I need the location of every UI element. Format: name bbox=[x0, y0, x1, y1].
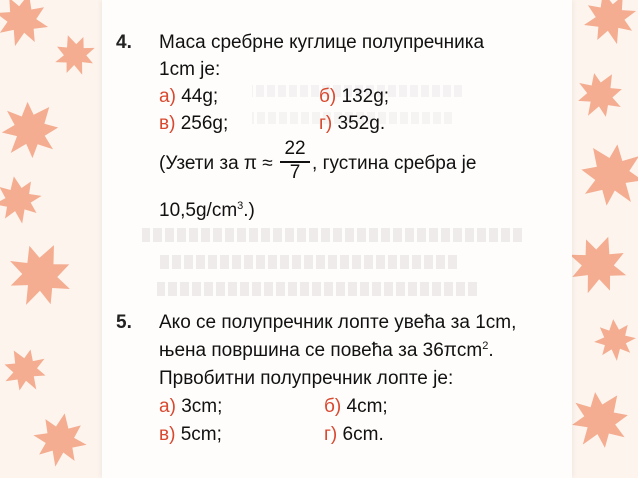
answer-option-b bbox=[319, 86, 389, 108]
answer-option-b bbox=[324, 396, 388, 418]
answer-option-d bbox=[319, 113, 385, 135]
problem-number: 4. bbox=[116, 32, 132, 53]
option-letter: б) bbox=[319, 86, 337, 107]
option-value: 3cm; bbox=[181, 396, 223, 417]
hint-line bbox=[159, 138, 477, 184]
maple-leaf-icon bbox=[0, 231, 84, 319]
option-value: 5cm; bbox=[180, 424, 222, 445]
maple-leaf-icon bbox=[48, 28, 102, 82]
maple-leaf-icon bbox=[0, 0, 55, 53]
maple-leaf-icon bbox=[0, 339, 56, 400]
density-end: .) bbox=[243, 200, 255, 221]
option-value: 6cm. bbox=[342, 424, 384, 445]
option-letter: а) bbox=[159, 86, 176, 107]
problem-number: 5. bbox=[116, 312, 132, 333]
maple-leaf-icon bbox=[577, 0, 638, 51]
stem-end: . bbox=[488, 340, 494, 361]
answer-option-c bbox=[159, 113, 228, 135]
maple-leaf-icon bbox=[566, 129, 638, 221]
option-letter: г) bbox=[319, 113, 333, 134]
maple-leaf-icon bbox=[567, 62, 633, 128]
option-value: 4cm; bbox=[346, 396, 388, 417]
option-letter: в) bbox=[159, 424, 176, 445]
textbook-page bbox=[102, 0, 572, 478]
problem-stem-line: Ако се полупречник лопте увећа за 1cm, bbox=[159, 312, 517, 333]
density-exponent: 3 bbox=[237, 200, 244, 212]
problem-stem-line: Маса сребрне куглице полупречника bbox=[159, 32, 485, 53]
bleed-through-text bbox=[142, 228, 522, 242]
answer-option-d bbox=[324, 424, 384, 446]
density-value: 10,5g/cm bbox=[159, 200, 238, 221]
maple-leaf-icon bbox=[29, 409, 92, 472]
fraction-numerator: 22 bbox=[284, 138, 306, 159]
maple-leaf-icon bbox=[592, 317, 638, 363]
hint-prefix: (Узети за π ≈ bbox=[159, 153, 273, 175]
option-value: 132g; bbox=[341, 86, 390, 107]
problem-stem-line bbox=[159, 340, 494, 362]
option-letter: б) bbox=[324, 396, 342, 417]
hint-suffix: , густина сребра је bbox=[312, 153, 477, 175]
maple-leaf-icon bbox=[0, 172, 46, 228]
bleed-through-text bbox=[157, 255, 457, 269]
option-letter: в) bbox=[159, 113, 176, 134]
fraction-denominator: 7 bbox=[289, 162, 301, 183]
answer-option-c bbox=[159, 424, 222, 446]
problem-stem-line: 1cm је: bbox=[159, 59, 221, 80]
option-value: 44g; bbox=[181, 86, 219, 107]
maple-leaf-icon bbox=[0, 88, 72, 173]
problem-stem-line: Првобитни полупречник лопте је: bbox=[159, 368, 454, 389]
answer-option-a bbox=[159, 86, 218, 108]
fraction bbox=[278, 138, 312, 184]
answer-option-a bbox=[159, 396, 222, 418]
stem-text: њена површина се повећа за 36πcm bbox=[159, 340, 483, 361]
area-exponent: 2 bbox=[482, 340, 489, 352]
option-letter: а) bbox=[159, 396, 176, 417]
bleed-through-text bbox=[157, 282, 477, 296]
option-letter: г) bbox=[324, 424, 338, 445]
option-value: 256g; bbox=[180, 113, 229, 134]
density-line bbox=[159, 200, 255, 222]
option-value: 352g. bbox=[337, 113, 386, 134]
